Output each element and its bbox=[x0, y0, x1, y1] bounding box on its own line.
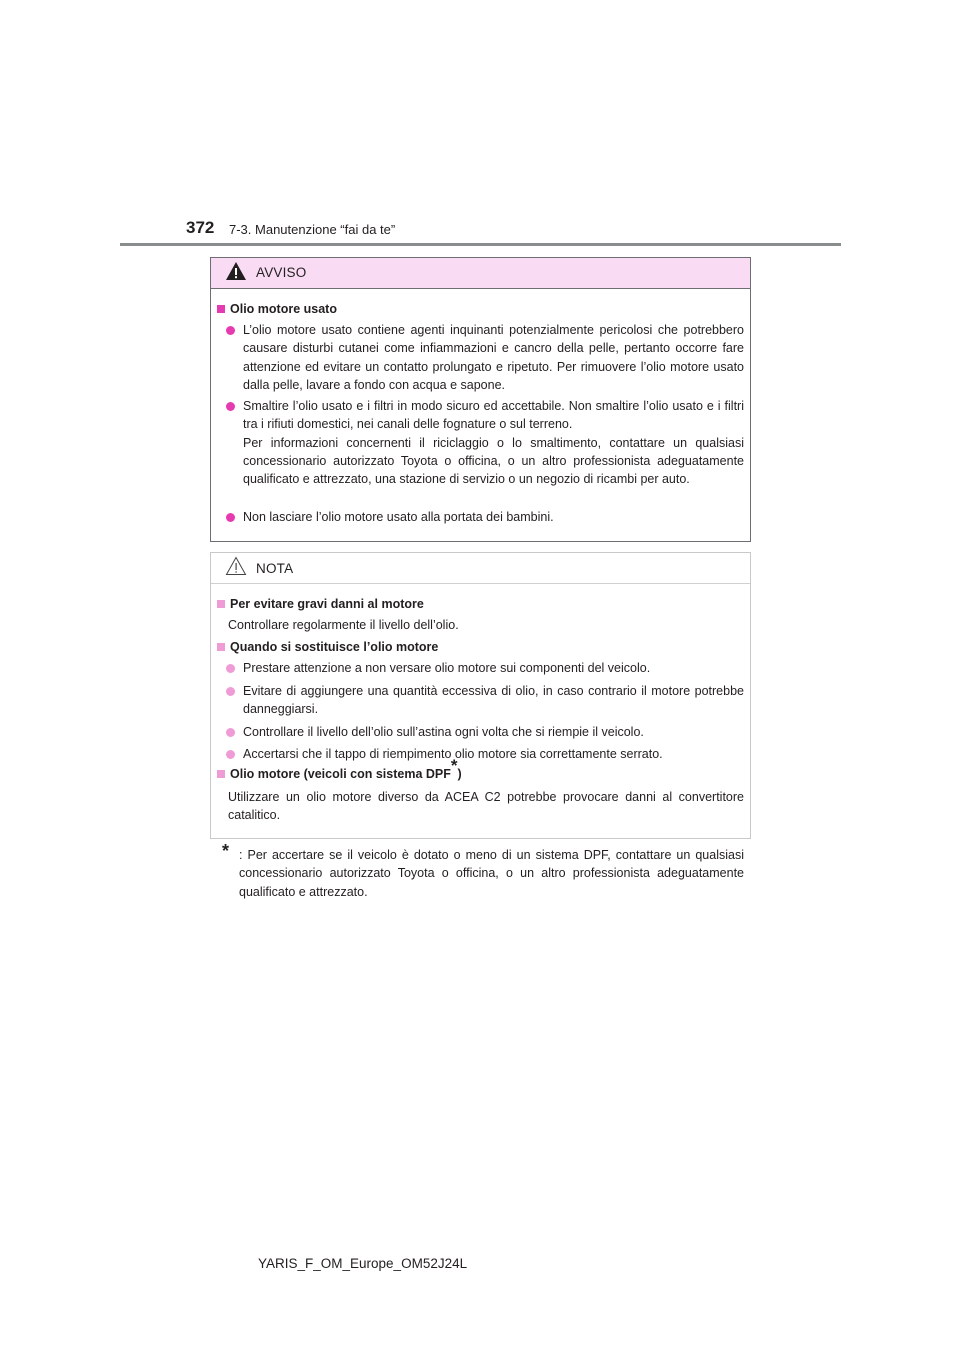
dpf-footnote-marker: * bbox=[450, 755, 458, 775]
square-bullet-icon bbox=[217, 600, 225, 608]
note-bullet bbox=[226, 682, 744, 719]
circle-bullet-icon bbox=[226, 402, 235, 411]
circle-bullet-icon bbox=[226, 664, 235, 673]
note-heading-text: Per evitare gravi danni al motore bbox=[230, 597, 424, 611]
warning-heading-text: Olio motore usato bbox=[230, 302, 337, 316]
circle-bullet-icon bbox=[226, 750, 235, 759]
warning-bullet bbox=[226, 397, 744, 488]
square-bullet-icon bbox=[217, 770, 225, 778]
circle-bullet-icon bbox=[226, 513, 235, 522]
warning-bullet-text: Non lasciare l’olio motore usato alla portata dei bambini. bbox=[243, 510, 554, 524]
note-heading-text: Olio motore (veicoli con sistema DPF bbox=[230, 767, 451, 781]
footnote bbox=[222, 841, 744, 901]
note-bullet bbox=[226, 745, 744, 763]
page-header bbox=[186, 218, 786, 240]
footnote-star: * bbox=[222, 841, 230, 861]
note-heading bbox=[217, 597, 424, 611]
note-bullet-text: Evitare di aggiungere una quantità eccessiva di olio, in caso contrario il motore potrebbe danneggiarsi. bbox=[243, 684, 744, 717]
footnote-text: : Per accertare se il veicolo è dotato o meno di un sistema DPF, contattare un qualsiasi concessionario autorizzato Toyota o officina, o un altro professionista adeguatamente qualificato e attrezzato. bbox=[239, 848, 744, 899]
circle-bullet-icon bbox=[226, 728, 235, 737]
note-bullet-text: Controllare il livello dell’olio sull’astina ogni volta che si riempie il veicolo. bbox=[243, 725, 644, 739]
note-bullet bbox=[226, 723, 744, 741]
note-text: Utilizzare un olio motore diverso da ACEA C2 potrebbe provocare danni al convertitore catalitico. bbox=[228, 790, 744, 823]
warning-bullet bbox=[226, 321, 744, 394]
caution-triangle-outline-icon bbox=[225, 556, 247, 576]
circle-bullet-icon bbox=[226, 687, 235, 696]
page-number: 372 bbox=[186, 218, 215, 237]
header-rule bbox=[120, 243, 841, 246]
square-bullet-icon bbox=[217, 643, 225, 651]
warning-box-header bbox=[211, 258, 750, 289]
note-bullet bbox=[226, 659, 744, 677]
note-title: NOTA bbox=[256, 561, 294, 576]
warning-heading bbox=[217, 302, 337, 316]
note-bullet-text: Prestare attenzione a non versare olio motore sui componenti del veicolo. bbox=[243, 661, 651, 675]
warning-triangle-icon bbox=[225, 261, 247, 281]
note-heading-text: Quando si sostituisce l’olio motore bbox=[230, 640, 439, 654]
note-box bbox=[210, 552, 751, 839]
note-heading bbox=[217, 640, 438, 654]
warning-title: AVVISO bbox=[256, 265, 307, 280]
warning-bullet-text: Smaltire l’olio usato e i filtri in modo sicuro ed accettabile. Non smaltire l’olio usato e i filtri tra i rifiuti domestici, nei canali delle fognature o sul terreno. bbox=[243, 399, 744, 432]
warning-bullet bbox=[226, 508, 744, 526]
footer-doc-id: YARIS_F_OM_Europe_OM52J24L bbox=[258, 1256, 468, 1271]
note-box-header bbox=[211, 553, 750, 584]
warning-bullet-continuation: Per informazioni concernenti il riciclaggio o lo smaltimento, contattare un qualsiasi concessionario autorizzato Toyota o officina, o un altro professionista adeguatamente qualificato e attrezzato, una stazione di servizio o un negozio di ricambi per auto. bbox=[243, 435, 744, 487]
warning-box bbox=[210, 257, 751, 542]
square-bullet-icon bbox=[217, 305, 225, 313]
warning-bullet-text: L’olio motore usato contiene agenti inquinanti potenzialmente pericolosi che potrebbero causare disturbi cutanei come infiammazioni e cancro della pelle, pertanto occorre fare attenzione ed evitare un contatto prolungato e ripetuto. Per rimuovere l’olio motore usato dalla pelle, lavare a fondo con acqua e sapone. bbox=[243, 323, 744, 392]
note-bullet-text: Accertarsi che il tappo di riempimento olio motore sia correttamente serrato. bbox=[243, 747, 663, 761]
circle-bullet-icon bbox=[226, 326, 235, 335]
note-text: Controllare regolarmente il livello dell’olio. bbox=[228, 618, 459, 632]
note-heading-close: ) bbox=[457, 767, 462, 781]
note-heading bbox=[217, 755, 462, 781]
section-title: 7-3. Manutenzione “fai da te” bbox=[229, 222, 396, 237]
